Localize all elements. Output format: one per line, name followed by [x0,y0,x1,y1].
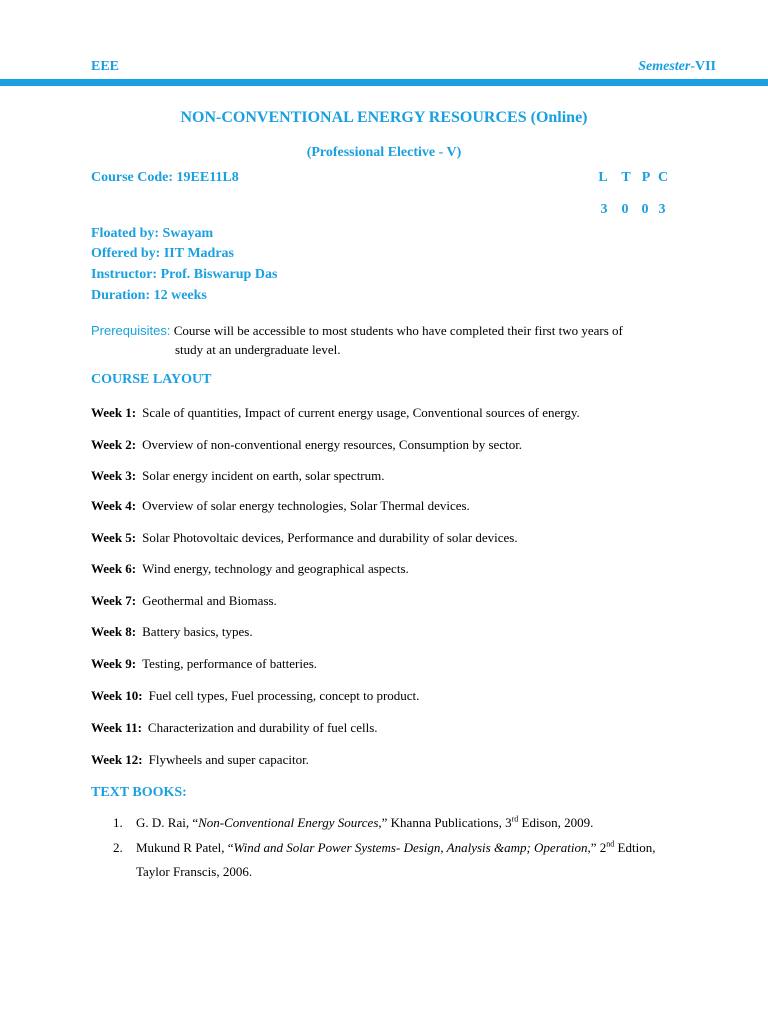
book-publisher: ” 2 [590,840,607,855]
book-title: Non-Conventional Energy Sources, [198,815,382,830]
duration: Duration: 12 weeks [91,288,207,303]
book-title: Wind and Solar Power Systems- Design, Analysis &amp; Operation, [233,840,591,855]
week-row [91,720,378,736]
book-publisher: ” Khanna Publications, 3 [381,815,512,830]
week-row [91,561,409,577]
week-row [91,624,253,640]
week-label: Week 10: [91,688,143,703]
week-label: Week 2: [91,437,137,452]
course-code: Course Code: 19EE11L8 [91,170,239,185]
week-topic: Overview of solar energy technologies, Solar Thermal devices. [142,498,470,513]
ltpc-label-p: P [641,170,651,185]
week-topic: Scale of quantities, Impact of current energy usage, Conventional sources of energy. [142,405,580,420]
ltpc-label-c: C [657,170,669,185]
prerequisites-label: Prerequisites: [91,323,171,338]
header-rule [0,79,768,86]
week-row [91,530,518,546]
prerequisites [91,321,671,359]
ltpc-value-p: 0 [641,202,649,217]
instructor: Instructor: Prof. Biswarup Das [91,267,278,282]
week-row [91,593,277,609]
semester-word: Semester [638,59,691,74]
prerequisites-line1: Course will be accessible to most students who have completed their first two years of [173,323,623,338]
week-label: Week 12: [91,752,143,767]
book-ordinal: rd [511,814,519,824]
prerequisites-line2: study at an undergraduate level. [175,342,341,357]
week-topic: Wind energy, technology and geographical aspects. [142,561,409,576]
course-elective: (Professional Elective - V) [306,145,462,160]
course-layout-heading: COURSE LAYOUT [91,372,212,387]
week-topic: Testing, performance of batteries. [142,656,318,671]
week-label: Week 4: [91,498,137,513]
department-label: EEE [91,59,120,74]
week-row [91,468,385,484]
week-row [91,656,317,672]
week-topic: Battery basics, types. [142,624,253,639]
ltpc-value-t: 0 [621,202,629,217]
book-number: 2. [113,840,123,855]
week-row [91,498,470,514]
book-ordinal: nd [606,839,615,849]
week-topic: Overview of non-conventional energy resources, Consumption by sector. [142,437,523,452]
book-edition: Edison, 2009. [518,815,594,830]
week-topic: Geothermal and Biomass. [142,593,277,608]
week-topic: Solar Photovoltaic devices, Performance and durability of solar devices. [142,530,518,545]
floated-by: Floated by: Swayam [91,226,214,241]
ltpc-label-l: L [598,170,608,185]
week-row [91,688,419,704]
text-book-item [113,836,683,884]
ltpc-label-t: T [621,170,631,185]
week-label: Week 5: [91,530,137,545]
semester-label [638,59,716,75]
offered-by: Offered by: IIT Madras [91,246,234,261]
week-row [91,437,522,453]
week-topic: Flywheels and super capacitor. [148,752,309,767]
text-book-item [113,811,683,835]
semester-number: -VII [690,59,716,74]
course-title: NON-CONVENTIONAL ENERGY RESOURCES (Online) [180,109,588,126]
week-label: Week 8: [91,624,137,639]
week-label: Week 3: [91,468,137,483]
week-label: Week 7: [91,593,137,608]
week-topic: Fuel cell types, Fuel processing, concept to product. [148,688,420,703]
week-label: Week 9: [91,656,137,671]
ltpc-value-l: 3 [600,202,608,217]
ltpc-value-c: 3 [658,202,666,217]
week-label: Week 1: [91,405,137,420]
week-topic: Characterization and durability of fuel cells. [147,720,378,735]
week-row [91,405,580,421]
week-label: Week 6: [91,561,137,576]
book-author: G. D. Rai, “ [136,815,199,830]
book-edition: Edtion, Taylor Franscis, 2006. [136,840,656,879]
book-author: Mukund R Patel, “ [136,840,234,855]
week-topic: Solar energy incident on earth, solar spectrum. [142,468,385,483]
book-number: 1. [113,815,123,830]
week-row [91,752,309,768]
text-books-heading: TEXT BOOKS: [91,785,187,800]
week-label: Week 11: [91,720,142,735]
